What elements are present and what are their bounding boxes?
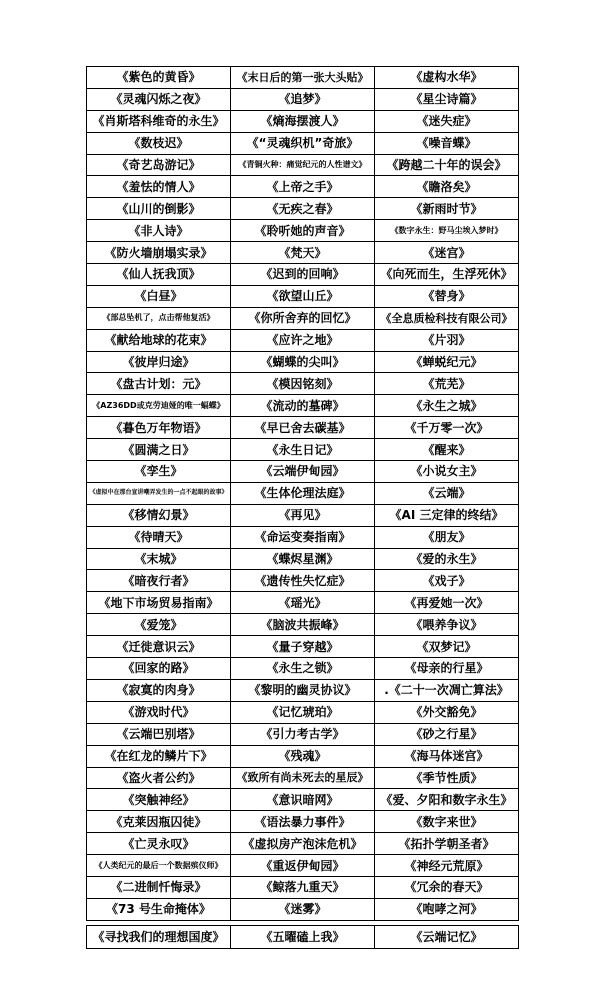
table-cell: 《蝴蝶的尖叫》	[231, 351, 375, 373]
table-cell: 《记忆琥珀》	[231, 701, 375, 723]
table-cell: 《仙人抚我顶》	[87, 264, 231, 286]
table-cell: 《虚构水华》	[375, 67, 519, 89]
table-cell: 《意识暗网》	[231, 789, 375, 811]
table-cell: 《戏子》	[375, 570, 519, 592]
title-table-body	[87, 67, 519, 921]
table-cell: 《云端伊甸园》	[231, 461, 375, 483]
table-row	[87, 395, 519, 417]
table-cell: 《迷雾》	[231, 898, 375, 920]
table-cell: 《早已舍去碳基》	[231, 417, 375, 439]
table-row	[87, 439, 519, 461]
table-cell: 《奇艺岛游记》	[87, 154, 231, 176]
table-cell: 《孪生》	[87, 461, 231, 483]
table-cell: 《流动的墓碑》	[231, 395, 375, 417]
table-cell: 《跨越二十年的误会》	[375, 154, 519, 176]
table-cell: 《防火墙崩塌实录》	[87, 242, 231, 264]
table-cell: 《迷失症》	[375, 110, 519, 132]
table-row	[87, 110, 519, 132]
table-cell: 《鲸落九重天》	[231, 876, 375, 898]
table-cell: 《非人诗》	[87, 220, 231, 242]
table-cell: 《冗余的春天》	[375, 876, 519, 898]
table-cell: 《重返伊甸园》	[231, 855, 375, 877]
table-cell: 《向死而生，生浮死休》	[375, 264, 519, 286]
table-cell: 《黎明的幽灵协议》	[231, 679, 375, 701]
table-cell: 《突触神经》	[87, 789, 231, 811]
table-cell: 《数枝迟》	[87, 132, 231, 154]
table-row	[87, 198, 519, 220]
title-list-sheet	[86, 66, 518, 949]
table-cell: 《圆满之日》	[87, 439, 231, 461]
table-cell: 《欲望山丘》	[231, 285, 375, 307]
table-cell: 《残魂》	[231, 745, 375, 767]
table-cell: 《爱的永生》	[375, 548, 519, 570]
table-cell: 《片羽》	[375, 329, 519, 351]
table-cell: 《小说女主》	[375, 461, 519, 483]
table-cell: 《蝶烬星渊》	[231, 548, 375, 570]
table-row	[87, 592, 519, 614]
table-row	[87, 767, 519, 789]
table-cell: 《神经元荒原》	[375, 855, 519, 877]
table-cell: 《咆哮之河》	[375, 898, 519, 920]
table-row	[87, 154, 519, 176]
table-cell: 《云端》	[375, 482, 519, 504]
table-cell: 《命运变奏指南》	[231, 526, 375, 548]
table-cell: 《数字永生：野马尘埃入梦时》	[375, 220, 519, 242]
table-cell: 《模因铭刻》	[231, 373, 375, 395]
table-cell: 《永生日记》	[231, 439, 375, 461]
table-cell: 《虚拟房产泡沫危机》	[231, 833, 375, 855]
table-cell: 《拓扑学朝圣者》	[375, 833, 519, 855]
table-cell: 《末城》	[87, 548, 231, 570]
table-cell: 《暗夜行者》	[87, 570, 231, 592]
table-cell: 《脑波共振峰》	[231, 614, 375, 636]
table-cell: 《山川的倒影》	[87, 198, 231, 220]
table-row	[87, 417, 519, 439]
title-table	[86, 66, 519, 921]
table-cell: 《再爱她一次》	[375, 592, 519, 614]
table-row	[87, 176, 519, 198]
table-cell: 《喂养争议》	[375, 614, 519, 636]
table-cell: 《朋友》	[375, 526, 519, 548]
table-row	[87, 242, 519, 264]
table-cell: 《AI 三定律的终结》	[375, 504, 519, 526]
table-cell: 《迁徙意识云》	[87, 636, 231, 658]
table-row	[87, 723, 519, 745]
table-cell: 《青铜火种：痛觉纪元的人性谱文》	[231, 154, 375, 176]
table-cell: 《迷宫》	[375, 242, 519, 264]
table-row	[87, 701, 519, 723]
table-cell: 《季节性质》	[375, 767, 519, 789]
table-row	[87, 285, 519, 307]
table-cell: 《荒芜》	[375, 373, 519, 395]
table-cell: 《游戏时代》	[87, 701, 231, 723]
table-cell: 《海马体迷宫》	[375, 745, 519, 767]
table-cell: 《爱、夕阳和数字永生》	[375, 789, 519, 811]
table-cell: 《你所舍弃的回忆》	[231, 307, 375, 329]
table-cell: 《醒来》	[375, 439, 519, 461]
table-cell: 《“灵魂织机”奇旅》	[231, 132, 375, 154]
table-row	[87, 925, 519, 948]
table-row	[87, 855, 519, 877]
table-row	[87, 526, 519, 548]
table-row	[87, 811, 519, 833]
table-cell: 《蝉蜕纪元》	[375, 351, 519, 373]
table-row	[87, 307, 519, 329]
table-row	[87, 67, 519, 89]
table-row	[87, 658, 519, 680]
table-row	[87, 351, 519, 373]
table-cell: 《五曜磕上我》	[231, 925, 375, 948]
table-cell: 《瞻洛矣》	[375, 176, 519, 198]
table-row	[87, 833, 519, 855]
table-cell: 《熵海摆渡人》	[231, 110, 375, 132]
table-cell: 《迟到的回响》	[231, 264, 375, 286]
table-row	[87, 220, 519, 242]
table-cell: 《寂寞的肉身》	[87, 679, 231, 701]
table-cell: 《永生之锁》	[231, 658, 375, 680]
table-row	[87, 636, 519, 658]
table-cell: 《寻找我们的理想国度》	[87, 925, 231, 948]
title-table-last-row	[86, 925, 519, 949]
table-cell: 《AZ36DD或克劳迪娅的唯一蝠蝶》	[87, 395, 231, 417]
table-cell: 《新雨时节》	[375, 198, 519, 220]
table-cell: 《暮色万年物语》	[87, 417, 231, 439]
table-row	[87, 679, 519, 701]
table-row	[87, 329, 519, 351]
table-cell: 《云端巴别塔》	[87, 723, 231, 745]
table-cell: 《瑶光》	[231, 592, 375, 614]
table-cell: 《替身》	[375, 285, 519, 307]
table-cell: 《无疾之春》	[231, 198, 375, 220]
table-row	[87, 745, 519, 767]
table-cell: 《虚拟中在那台宣讲嘲弄发生的一点不起眼的故事》	[87, 482, 231, 504]
table-cell: 《全息质检科技有限公司》	[375, 307, 519, 329]
table-cell: 《量子穿越》	[231, 636, 375, 658]
table-cell: 《母亲的行星》	[375, 658, 519, 680]
table-cell: 《末日后的第一张大头贴》	[231, 67, 375, 89]
table-row	[87, 88, 519, 110]
table-cell: 《聆听她的声音》	[231, 220, 375, 242]
table-cell: 《梵天》	[231, 242, 375, 264]
table-row	[87, 548, 519, 570]
table-cell: 《致所有尚未死去的星辰》	[231, 767, 375, 789]
table-cell: 《白昼》	[87, 285, 231, 307]
table-cell: 《羞怯的情人》	[87, 176, 231, 198]
table-row	[87, 789, 519, 811]
table-cell: 《上帝之手》	[231, 176, 375, 198]
table-cell: 《云端记忆》	[375, 925, 519, 948]
table-cell: 《盘古计划：元》	[87, 373, 231, 395]
table-cell: 《回家的路》	[87, 658, 231, 680]
table-row	[87, 570, 519, 592]
table-cell: 《亡灵永叹》	[87, 833, 231, 855]
table-row	[87, 898, 519, 920]
table-cell: 《永生之城》	[375, 395, 519, 417]
table-cell: 《彼岸归途》	[87, 351, 231, 373]
table-cell: 《献给地球的花束》	[87, 329, 231, 351]
table-cell: 《外交豁免》	[375, 701, 519, 723]
table-cell: 《二进制忏悔录》	[87, 876, 231, 898]
table-cell: 《移情幻景》	[87, 504, 231, 526]
table-cell: 《盗火者公约》	[87, 767, 231, 789]
table-row	[87, 482, 519, 504]
table-cell: 《双梦记》	[375, 636, 519, 658]
table-cell: 《在红龙的鳞片下》	[87, 745, 231, 767]
table-row	[87, 461, 519, 483]
table-row	[87, 373, 519, 395]
table-row	[87, 876, 519, 898]
table-cell: 《紫色的黄昏》	[87, 67, 231, 89]
table-row	[87, 264, 519, 286]
table-cell: 《千万零一次》	[375, 417, 519, 439]
table-cell: 《应许之地》	[231, 329, 375, 351]
table-cell: 《地下市场贸易指南》	[87, 592, 231, 614]
table-cell: .《二十一次凋亡算法》	[375, 679, 519, 701]
table-cell: 《语法暴力事件》	[231, 811, 375, 833]
table-cell: 《追梦》	[231, 88, 375, 110]
table-cell: 《生体伦理法庭》	[231, 482, 375, 504]
table-row	[87, 614, 519, 636]
table-cell: 《部总坠机了，点击帮他复活》	[87, 307, 231, 329]
table-cell: 《克莱因瓶囚徒》	[87, 811, 231, 833]
table-cell: 《灵魂闪烁之夜》	[87, 88, 231, 110]
table-row	[87, 132, 519, 154]
table-row	[87, 504, 519, 526]
table-cell: 《73 号生命掩体》	[87, 898, 231, 920]
table-cell: 《肖斯塔科维奇的永生》	[87, 110, 231, 132]
table-cell: 《遗传性失忆症》	[231, 570, 375, 592]
table-cell: 《砂之行星》	[375, 723, 519, 745]
table-cell: 《引力考古学》	[231, 723, 375, 745]
table-cell: 《待晴天》	[87, 526, 231, 548]
table-cell: 《爱笼》	[87, 614, 231, 636]
table-cell: 《人类纪元的最后一个数据殡仪师》	[87, 855, 231, 877]
table-cell: 《噪音蝶》	[375, 132, 519, 154]
table-cell: 《数字来世》	[375, 811, 519, 833]
table-cell: 《再见》	[231, 504, 375, 526]
table-cell: 《星尘诗篇》	[375, 88, 519, 110]
